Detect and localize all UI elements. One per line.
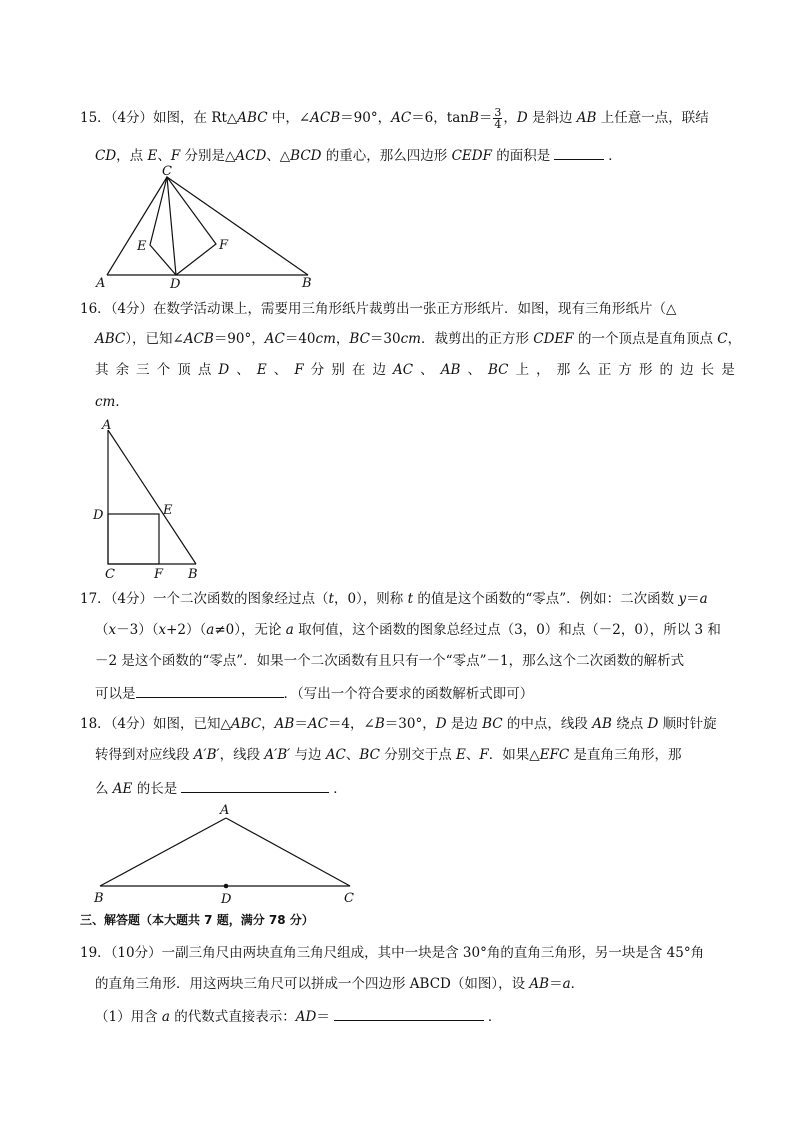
q17-text: ≠0），无论 [214, 622, 286, 638]
q18-var: A′B′ [264, 747, 291, 763]
q16-var: C [717, 331, 728, 347]
q18-var: D [435, 716, 447, 732]
q18-var: AC [307, 716, 328, 732]
q18-var: B [374, 716, 385, 732]
q16-char: 在 [351, 362, 366, 378]
q15-text: ． [608, 148, 622, 164]
label-C: C [105, 567, 115, 582]
q16-char: 、 [236, 362, 250, 378]
q16-figure [90, 418, 210, 583]
quad-CEDF [150, 177, 216, 275]
q15-text: ＝ [478, 110, 493, 126]
q15-answer-blank[interactable] [554, 145, 604, 160]
q17-line-1 [80, 590, 708, 608]
q17-score: （4分） [110, 591, 154, 607]
q17-var: t [407, 591, 414, 607]
q16-char: 个 [156, 362, 171, 378]
label-B: B [188, 567, 198, 582]
q16-char: 方 [618, 362, 632, 378]
q15-text: 的面积是 [491, 148, 551, 164]
q16-var: F [294, 362, 304, 378]
q18-text: 顺时针旋 [658, 716, 717, 732]
q16-line-1 [80, 300, 676, 318]
q16-text: ＝30 [369, 331, 401, 347]
q17-text: 可以是 [95, 686, 136, 702]
q15-var: ABC [237, 110, 268, 126]
q16-text: ， [335, 331, 350, 347]
q17-line-3 [95, 652, 684, 670]
q15-var: B [468, 110, 479, 126]
q16-var: cm [315, 331, 336, 347]
q19-text: （1）用含 [95, 1009, 162, 1025]
q16-char: 么 [577, 362, 591, 378]
q18-text: ， [261, 716, 275, 732]
q15-var: F [170, 148, 181, 164]
q19-var: a [562, 976, 571, 992]
q18-var: D [647, 716, 659, 732]
q16-line-4 [95, 393, 129, 411]
label-E: E [163, 503, 173, 518]
q16-var: D [218, 362, 230, 378]
q16-char: 、 [467, 362, 481, 378]
square-CDEF [108, 514, 159, 564]
q16-text: ， [727, 331, 742, 347]
q17-answer-blank[interactable] [136, 683, 284, 698]
q16-char: 边 [680, 362, 694, 378]
q15-var: CD [95, 148, 117, 164]
q15-text: 是斜边 [527, 110, 577, 126]
q18-text: 、 [345, 747, 360, 763]
q17-text: 的值是这个函数的“零点”．例如：二次函数 [413, 591, 679, 607]
q15-text: 、 [157, 148, 171, 164]
q19-sub-1 [95, 1006, 501, 1026]
line-CB [167, 177, 308, 275]
line-AB [108, 430, 196, 564]
label-C: C [344, 891, 354, 906]
q18-var: F [479, 747, 489, 763]
q16-text: ．裁剪出的正方形 [420, 331, 534, 347]
q18-text: 的中点，线段 [502, 716, 593, 732]
q19-score: （10分） [110, 945, 162, 961]
q18-var: AE [112, 781, 133, 797]
q15-text: ， [503, 110, 517, 126]
line-AC [107, 177, 167, 275]
q16-char: 顶 [177, 362, 191, 378]
q16-char: 那 [556, 362, 571, 378]
q17-var: t [328, 591, 334, 607]
q19-var: AD [295, 1009, 317, 1025]
section-3-heading: 三、解答题（本大题共 7 题，满分 78 分） [80, 913, 314, 927]
q15-var: ACB [310, 110, 341, 126]
q15-text: 中，∠ [267, 110, 311, 126]
q19-var: AB [529, 976, 550, 992]
q19-text: ＝ [316, 1009, 330, 1025]
q16-char: 是 [721, 362, 735, 378]
q18-text: 是边 [446, 716, 483, 732]
q17-text: －3）（ [116, 622, 159, 638]
q16-var: AC [264, 331, 285, 347]
q15-text: 、△ [266, 148, 291, 164]
q19-answer-blank[interactable] [334, 1006, 484, 1021]
q18-text: 的长是 [132, 781, 178, 797]
q17-text: ＝ [686, 591, 700, 607]
q18-answer-blank[interactable] [181, 778, 329, 793]
q18-text: 么 [95, 781, 113, 797]
q19-number: 19． [80, 945, 111, 961]
label-A: A [96, 276, 106, 291]
q19-text: ＝ [549, 976, 563, 992]
q16-line-3 [95, 361, 735, 379]
label-F: F [154, 567, 164, 582]
q15-text: 的重心，那么四边形 [321, 148, 452, 164]
label-C: C [162, 164, 172, 179]
q17-text: ，0），则称 [333, 591, 408, 607]
q18-var: EFC [539, 747, 570, 763]
q17-text: （ [95, 622, 109, 638]
q19-var: a [161, 1009, 170, 1025]
label-F: F [219, 238, 229, 253]
q18-var: E [456, 747, 466, 763]
fraction-denominator: 4 [494, 118, 502, 131]
q17-var: a [285, 622, 294, 638]
q16-text: ＝40 [284, 331, 316, 347]
q17-text: 一个二次函数的图象经过点（ [153, 591, 329, 607]
q17-line-4 [95, 683, 533, 703]
q19-text: ． [487, 1009, 502, 1025]
q15-var: AC [391, 110, 412, 126]
point-D [224, 884, 229, 889]
q15-var: BCD [290, 148, 322, 164]
q19-text: 的直角三角形．用这两块三角尺可以拼成一个四边形 ABCD（如图），设 [95, 976, 530, 992]
q18-var: BC [359, 747, 380, 763]
q19-line-1 [80, 944, 704, 962]
line-AC [226, 818, 350, 886]
q16-char: 其 [95, 362, 109, 378]
q16-char: 、 [273, 362, 288, 378]
q18-text: 转得到对应线段 [95, 747, 194, 763]
q19-text: ． [570, 976, 585, 992]
q16-char: 上 [515, 362, 530, 378]
q15-figure [90, 165, 330, 290]
label-A: A [102, 418, 112, 433]
q16-var: ABC [95, 331, 126, 347]
q15-line-2 [95, 145, 622, 165]
q16-char: 正 [597, 362, 612, 378]
q16-char: 余 [115, 362, 130, 378]
q18-text: ＝30°， [384, 716, 436, 732]
q17-text: 取何值，这个函数的图象总经过点（3，0）和点（－2，0），所以 3 和 [293, 622, 721, 638]
q15-var: AB [576, 110, 597, 126]
q16-var: AB [440, 362, 461, 378]
q18-text: 分别交于点 [379, 747, 457, 763]
q16-char: 分 [310, 362, 325, 378]
label-D: D [170, 277, 181, 292]
q16-text: ），已知∠ [125, 331, 184, 347]
q16-text: ＝90°， [213, 331, 265, 347]
q19-text: 一副三角尺由两块直角三角尺组成，其中一块是含 30°角的直角三角形，另一块是含 45°角 [161, 945, 705, 961]
q18-score: （4分） [110, 716, 154, 732]
q18-text: ＝4，∠ [327, 716, 375, 732]
q16-var: cm [400, 331, 421, 347]
q16-char: 点 [197, 362, 212, 378]
q18-text: 、 [465, 747, 480, 763]
q16-char: ， [536, 362, 550, 378]
q16-var: BC [488, 362, 509, 378]
q16-unit: cm [95, 394, 116, 410]
q18-text: ． [333, 781, 347, 797]
q18-var: AB [592, 716, 612, 732]
q16-text: ． [115, 394, 129, 410]
q17-text: ．（写出一个符合要求的函数解析式即可） [283, 686, 534, 702]
q15-var: CEDF [451, 148, 492, 164]
q16-text: 的一个顶点是直角顶点 [573, 331, 718, 347]
q19-text: 的代数式直接表示： [169, 1009, 296, 1025]
q15-var: D [516, 110, 528, 126]
q15-score: （4分） [110, 110, 154, 126]
q18-figure [90, 800, 370, 910]
q15-line-1 [80, 107, 709, 130]
q15-text: ＝6，tan [411, 110, 469, 126]
line-AB [100, 818, 226, 886]
q16-char: 形 [638, 362, 653, 378]
q15-var: ACD [235, 148, 267, 164]
q18-line-1 [80, 715, 717, 733]
q16-number: 16． [80, 301, 111, 317]
label-B: B [302, 276, 312, 291]
q16-var: E [256, 362, 267, 378]
q15-text: ＝90°， [340, 110, 392, 126]
q15-text: 分别是△ [180, 148, 236, 164]
label-D: D [93, 508, 104, 523]
q17-var: y [678, 591, 687, 607]
q16-char: 边 [372, 362, 386, 378]
line-CD [167, 177, 176, 275]
q18-text: ＝ [294, 716, 308, 732]
q18-text: ．如果△ [488, 747, 540, 763]
q16-char: 的 [659, 362, 674, 378]
q19-line-2 [95, 975, 584, 993]
q17-var: a [206, 622, 215, 638]
label-A: A [220, 803, 230, 818]
q15-text: ，点 [116, 148, 148, 164]
q17-line-2 [95, 621, 721, 639]
q16-var: BC [349, 331, 370, 347]
q17-number: 17． [80, 591, 111, 607]
q16-char: 长 [700, 362, 715, 378]
q16-line-2 [95, 330, 741, 348]
q18-var: ABC [230, 716, 262, 732]
q18-var: AB [274, 716, 295, 732]
q16-char: 三 [136, 362, 150, 378]
q16-var: CDEF [533, 331, 574, 347]
q17-text: +2）（ [166, 622, 207, 638]
q17-var: a [699, 591, 708, 607]
q17-var: x [108, 622, 117, 638]
q17-var: x [158, 622, 167, 638]
fraction-numerator: 3 [494, 106, 502, 119]
q18-text: 如图，已知△ [153, 716, 231, 732]
q18-var: BC [482, 716, 503, 732]
q18-text: 是直角三角形，那 [569, 747, 682, 763]
q15-var: E [147, 148, 158, 164]
q18-line-3 [95, 778, 347, 798]
label-B: B [94, 891, 104, 906]
q16-var: AC [393, 362, 414, 378]
q18-text: 绕点 [611, 716, 648, 732]
q18-line-2 [95, 746, 682, 764]
q16-char: 、 [420, 362, 434, 378]
q16-score: （4分） [110, 301, 154, 317]
q15-text: 如图，在 Rt△ [153, 110, 238, 126]
label-D: D [221, 892, 232, 907]
q15-text: 上任意一点，联结 [596, 110, 709, 126]
q18-text: 与边 [290, 747, 326, 763]
q16-text: 在数学活动课上，需要用三角形纸片裁剪出一张正方形纸片．如图，现有三角形纸片（△ [153, 301, 677, 317]
q15-fraction [493, 107, 502, 130]
label-E: E [137, 239, 147, 254]
q16-char: 别 [331, 362, 345, 378]
q18-var: AC [325, 747, 346, 763]
q15-number: 15． [80, 110, 111, 126]
q18-number: 18． [80, 716, 111, 732]
q18-text: ，线段 [219, 747, 265, 763]
q18-var: A′B′ [193, 747, 220, 763]
q17-text: －2 是这个函数的“零点”．如果一个二次函数有且只有一个“零点”－1，那么这个二次函数的解析式 [95, 653, 685, 669]
q16-var: ACB [183, 331, 214, 347]
